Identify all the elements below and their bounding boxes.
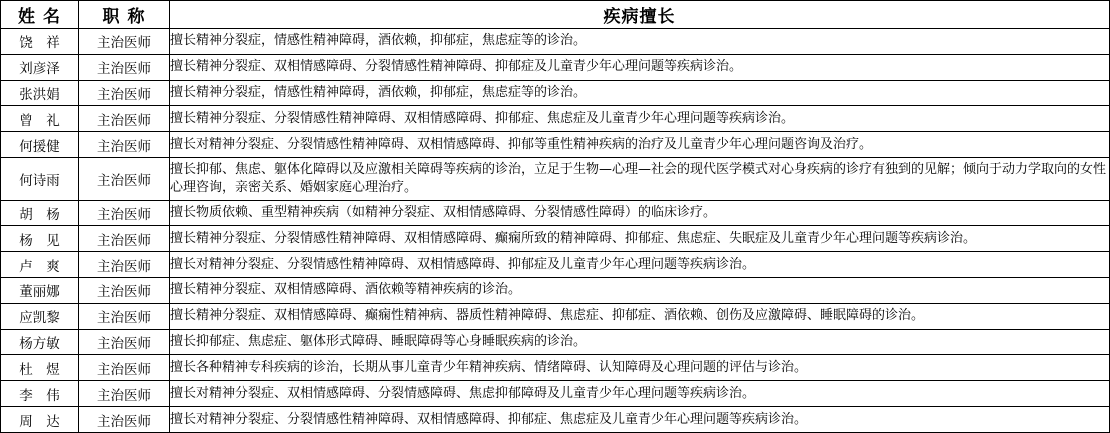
doctor-name: 刘彦泽 <box>1 54 79 80</box>
table-header-row <box>1 1 1110 29</box>
doctor-title: 主治医师 <box>79 54 170 80</box>
doctor-specialty: 擅长精神分裂症、双相情感障碍、分裂情感性精神障碍、抑郁症及儿童青少年心理问题等疾病诊治。 <box>170 54 1110 80</box>
doctor-specialty: 擅长物质依赖、重型精神疾病（如精神分裂症、双相情感障碍、分裂情感性障碍）的临床诊疗。 <box>170 200 1110 226</box>
doctor-title: 主治医师 <box>79 303 170 329</box>
doctor-title: 主治医师 <box>79 226 170 252</box>
table-row <box>1 277 1110 303</box>
doctor-specialty: 擅长对精神分裂症、分裂情感性精神障碍、双相情感障碍、抑郁等重性精神疾病的治疗及儿童青少年心理问题咨询及治疗。 <box>170 132 1110 158</box>
table-row <box>1 80 1110 106</box>
table-row <box>1 303 1110 329</box>
doctor-title: 主治医师 <box>79 80 170 106</box>
doctor-title: 主治医师 <box>79 200 170 226</box>
doctor-title: 主治医师 <box>79 381 170 407</box>
table-row <box>1 132 1110 158</box>
table-row <box>1 407 1110 433</box>
doctor-name: 卢 爽 <box>1 252 79 278</box>
doctor-name: 饶 祥 <box>1 29 79 55</box>
table-row <box>1 158 1110 200</box>
table-row <box>1 381 1110 407</box>
doctor-name: 曾 礼 <box>1 106 79 132</box>
doctor-specialty: 擅长精神分裂症、分裂情感性精神障碍、双相情感障碍、癫痫所致的精神障碍、抑郁症、焦虑症、失眠症及儿童青少年心理问题等疾病诊治。 <box>170 226 1110 252</box>
doctor-name: 何诗雨 <box>1 158 79 200</box>
header-specialty: 疾病擅长 <box>170 1 1110 29</box>
doctor-name: 胡 杨 <box>1 200 79 226</box>
doctor-specialty: 擅长精神分裂症、双相情感障碍、癫痫性精神病、器质性精神障碍、焦虑症、抑郁症、酒依赖、创伤及应激障碍、睡眠障碍的诊治。 <box>170 303 1110 329</box>
header-title: 职 称 <box>79 1 170 29</box>
doctor-name: 杨方敏 <box>1 329 79 355</box>
doctor-name: 杜 煜 <box>1 355 79 381</box>
doctor-title: 主治医师 <box>79 277 170 303</box>
doctor-name: 张洪娟 <box>1 80 79 106</box>
table-row <box>1 29 1110 55</box>
doctor-specialty: 擅长精神分裂症，情感性精神障碍，酒依赖，抑郁症，焦虑症等的诊治。 <box>170 80 1110 106</box>
doctor-title: 主治医师 <box>79 106 170 132</box>
doctor-specialty: 擅长抑郁、焦虑、躯体化障碍以及应激相关障碍等疾病的诊治，立足于生物—心理—社会的现代医学模式对心身疾病的诊疗有独到的见解；倾向于动力学取向的女性心理咨询，亲密关系、婚姻家庭心理治疗。 <box>170 158 1110 200</box>
doctor-specialty: 擅长对精神分裂症、双相情感障碍、分裂情感障碍、焦虑抑郁障碍及儿童青少年心理问题等疾病诊治。 <box>170 381 1110 407</box>
doctor-name: 周 达 <box>1 407 79 433</box>
doctor-specialty: 擅长精神分裂症、双相情感障碍、酒依赖等精神疾病的诊治。 <box>170 277 1110 303</box>
doctor-specialty: 擅长精神分裂症，情感性精神障碍，酒依赖，抑郁症，焦虑症等的诊治。 <box>170 29 1110 55</box>
table-row <box>1 355 1110 381</box>
doctor-name: 杨 见 <box>1 226 79 252</box>
doctor-name: 何援健 <box>1 132 79 158</box>
doctor-name: 董丽娜 <box>1 277 79 303</box>
doctor-specialty: 擅长抑郁症、焦虑症、躯体形式障碍、睡眠障碍等心身睡眠疾病的诊治。 <box>170 329 1110 355</box>
table-row <box>1 329 1110 355</box>
doctor-specialty: 擅长精神分裂症、分裂情感性精神障碍、双相情感障碍、抑郁症、焦虑症及儿童青少年心理问题等疾病诊治。 <box>170 106 1110 132</box>
table-row <box>1 252 1110 278</box>
doctor-title: 主治医师 <box>79 252 170 278</box>
doctor-name: 李 伟 <box>1 381 79 407</box>
doctor-specialty: 擅长对精神分裂症、分裂情感性精神障碍、双相情感障碍、抑郁症及儿童青少年心理问题等疾病诊治。 <box>170 252 1110 278</box>
doctor-title: 主治医师 <box>79 355 170 381</box>
table-row <box>1 54 1110 80</box>
table-row <box>1 200 1110 226</box>
doctor-title: 主治医师 <box>79 132 170 158</box>
table-row <box>1 226 1110 252</box>
table-row <box>1 106 1110 132</box>
doctor-specialty: 擅长对精神分裂症、分裂情感性精神障碍、双相情感障碍、抑郁症、焦虑症及儿童青少年心理问题等疾病诊治。 <box>170 407 1110 433</box>
doctor-specialty: 擅长各种精神专科疾病的诊治，长期从事儿童青少年精神疾病、情绪障碍、认知障碍及心理问题的评估与诊治。 <box>170 355 1110 381</box>
doctor-title: 主治医师 <box>79 158 170 200</box>
doctor-title: 主治医师 <box>79 329 170 355</box>
header-name: 姓 名 <box>1 1 79 29</box>
doctor-title: 主治医师 <box>79 407 170 433</box>
doctor-title: 主治医师 <box>79 29 170 55</box>
doctor-name: 应凯黎 <box>1 303 79 329</box>
